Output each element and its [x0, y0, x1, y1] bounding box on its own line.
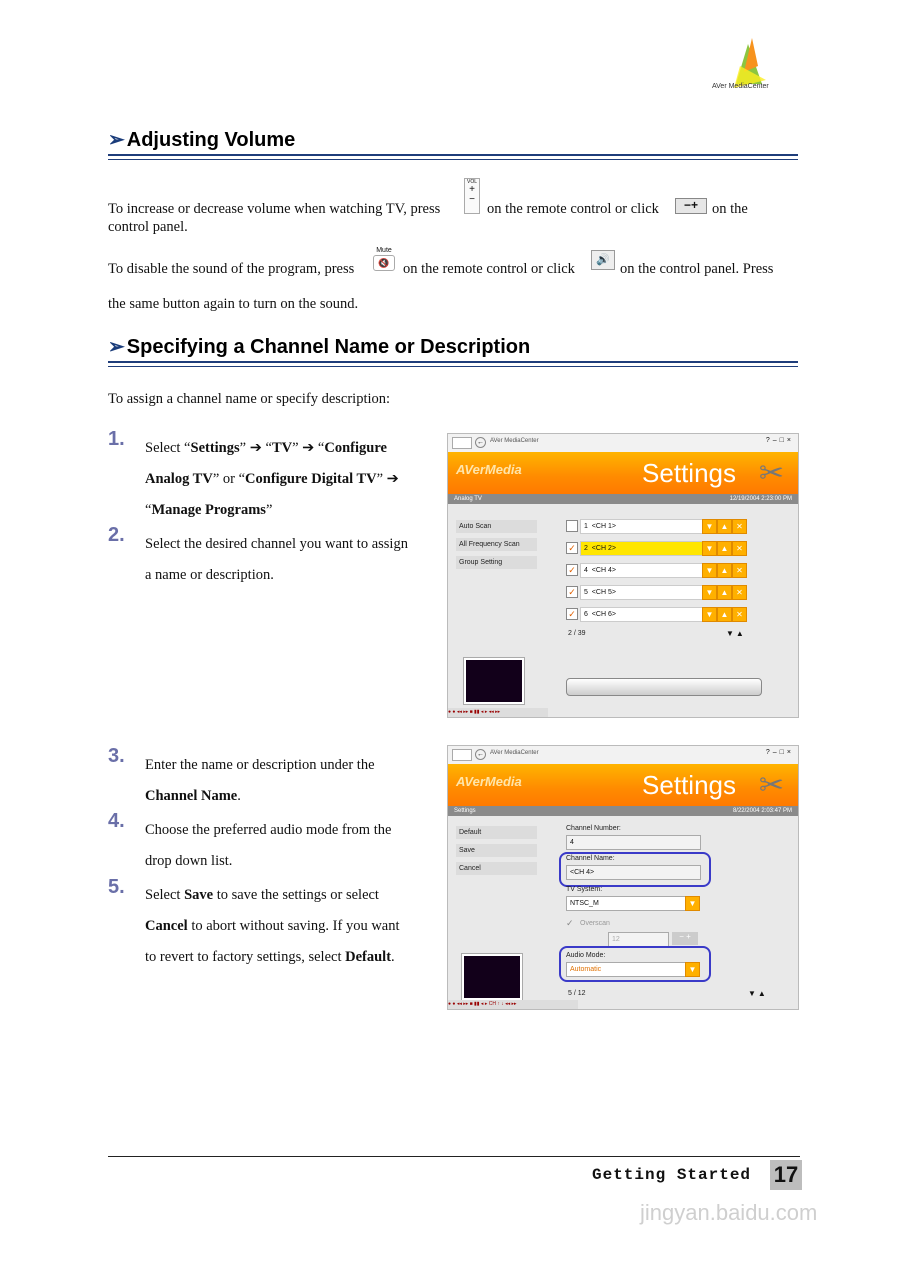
step-4-text: Choose the preferred audio mode from the drop down list. [145, 822, 392, 869]
screen-title: Settings [642, 770, 736, 800]
remote-volume-button: VOL + − [464, 178, 480, 214]
tools-icon: ✂ [758, 769, 784, 802]
paragraph-volume-a: To increase or decrease volume when watching TV, press [108, 201, 441, 217]
up-arrow-icon[interactable]: ▲ [717, 585, 732, 600]
delete-icon[interactable]: ✕ [732, 563, 747, 578]
section-heading-volume: ➢ Adjusting Volume [108, 129, 296, 151]
channel-row[interactable] [566, 585, 746, 598]
up-arrow-icon[interactable]: ▲ [717, 541, 732, 556]
menu-cancel[interactable]: Cancel [456, 862, 537, 875]
down-arrow-icon[interactable]: ▼ [702, 563, 717, 578]
down-arrow-icon[interactable]: ▼ [702, 519, 717, 534]
volume-minus-plus-icon: −+ [675, 198, 707, 214]
channel-checkbox[interactable] [566, 520, 578, 532]
app-logo-icon [452, 437, 472, 449]
channel-name-label: Channel Name: [566, 855, 615, 862]
channel-field[interactable]: 4 <CH 4> [580, 563, 703, 578]
menu-auto-scan[interactable]: Auto Scan [456, 520, 537, 533]
menu-group-setting[interactable]: Group Setting [456, 556, 537, 569]
tv-system-select[interactable]: NTSC_M [566, 896, 687, 911]
video-preview [464, 658, 524, 704]
channel-field-selected[interactable]: 2 <CH 2> [580, 541, 703, 556]
settings-screenshot-analog-tv [447, 433, 799, 718]
menu-default[interactable]: Default [456, 826, 537, 839]
delete-icon[interactable]: ✕ [732, 585, 747, 600]
window-titlebar [448, 746, 798, 765]
up-arrow-icon[interactable]: ▲ [717, 607, 732, 622]
window-title: AVer MediaCenter [490, 438, 539, 444]
down-arrow-icon[interactable]: ▼ [702, 607, 717, 622]
remote-mute-button: Mute 🔇 [371, 247, 397, 275]
delete-icon[interactable]: ✕ [732, 541, 747, 556]
audio-mode-select[interactable]: Automatic [566, 962, 687, 977]
overscan-stepper[interactable]: − + [672, 932, 698, 945]
channel-row[interactable] [566, 519, 746, 532]
channel-name-input[interactable]: <CH 4> [566, 865, 701, 880]
footer-section: Getting Started [592, 1166, 752, 1184]
step-3-text: Enter the name or description under the Channel Name. [145, 757, 375, 804]
tools-icon: ✂ [758, 457, 784, 490]
channel-number-label: Channel Number: [566, 825, 621, 832]
up-arrow-icon[interactable]: ▲ [717, 519, 732, 534]
app-logo-icon [452, 749, 472, 761]
paragraph-mute-a: To disable the sound of the program, press [108, 261, 355, 277]
channel-field[interactable]: 5 <CH 5> [580, 585, 703, 600]
status-bar: Analog TV 12/19/2004 2:23:00 PM [448, 494, 798, 504]
paragraph-mute-b: on the remote control or click [403, 261, 575, 277]
step-1-text: Select “Settings” ➔ “TV” ➔ “Configure Analog TV” or “Configure Digital TV” ➔ “Manage Programs” [145, 440, 399, 518]
arrow-bullet-icon: ➢ [108, 129, 125, 151]
settings-banner [448, 764, 798, 806]
tv-system-label: TV System: [566, 886, 603, 893]
heading-rule-thin [108, 366, 798, 367]
up-arrow-icon[interactable]: ▲ [717, 563, 732, 578]
pager-arrows-icon[interactable]: ▼▲ [726, 629, 746, 638]
channel-checkbox[interactable]: ✓ [566, 564, 578, 576]
settings-screenshot-channel-edit [447, 745, 799, 1010]
step-2-text: Select the desired channel you want to assign a name or description. [145, 536, 408, 583]
menu-save[interactable]: Save [456, 844, 537, 857]
playback-controls[interactable]: ● ● ◂◂ ▸▸ ■ ▮▮ ◂ ▸ CH ↑ ↓ ◂◂ ▸▸ [448, 1000, 578, 1009]
paragraph-volume-d: control panel. [108, 219, 188, 235]
down-arrow-icon[interactable]: ▼ [702, 541, 717, 556]
overscan-input[interactable]: 12 [608, 932, 669, 947]
channel-checkbox[interactable]: ✓ [566, 608, 578, 620]
footer-rule [108, 1156, 800, 1157]
chevron-down-icon[interactable]: ▼ [685, 962, 700, 977]
step-number: 1. [108, 428, 125, 450]
video-preview [462, 954, 522, 1000]
channel-field[interactable]: 6 <CH 6> [580, 607, 703, 622]
channel-number-input[interactable]: 4 [566, 835, 701, 850]
channel-field[interactable]: 1 <CH 1> [580, 519, 703, 534]
brand-text: AVerMedia [456, 774, 522, 789]
screen-title: Settings [642, 458, 736, 488]
logo-text: AVer MediaCenter [712, 83, 769, 90]
status-bar: Settings 8/22/2004 2:03:47 PM [448, 806, 798, 816]
menu-all-frequency-scan[interactable]: All Frequency Scan [456, 538, 537, 551]
mute-icon: 🔇 [373, 255, 395, 271]
window-controls[interactable]: ?–□× [765, 437, 794, 444]
playback-controls[interactable]: ● ● ◂◂ ▸▸ ■ ▮▮ ◂ ▸ ◂◂ ▸▸ [448, 708, 548, 717]
heading-rule [108, 154, 798, 156]
channel-row[interactable] [566, 541, 746, 554]
paragraph-volume-b: on the remote control or click [487, 201, 659, 217]
heading-rule [108, 361, 798, 363]
arrow-bullet-icon: ➢ [108, 336, 125, 358]
channel-checkbox[interactable]: ✓ [566, 542, 578, 554]
back-icon[interactable]: ← [477, 751, 484, 758]
intro-text: To assign a channel name or specify description: [108, 391, 391, 407]
overscan-label: Overscan [580, 920, 610, 927]
overscan-checkbox[interactable]: ✓ [566, 918, 574, 928]
heading-rule-thin [108, 159, 798, 160]
progress-bar [566, 678, 762, 696]
settings-banner [448, 452, 798, 494]
paragraph-mute-c: on the control panel. Press [620, 261, 774, 277]
watermark: jingyan.baidu.com [640, 1200, 818, 1225]
step-number: 5. [108, 876, 125, 898]
back-icon[interactable]: ← [477, 439, 484, 446]
step-number: 3. [108, 745, 125, 767]
paragraph-mute-d: the same button again to turn on the sound. [108, 296, 359, 312]
paragraph-volume-c: on the [712, 201, 748, 217]
brand-text: AVerMedia [456, 462, 522, 477]
step-number: 4. [108, 810, 125, 832]
pager-arrows-icon[interactable]: ▼▲ [748, 989, 768, 998]
channel-row[interactable] [566, 563, 746, 576]
down-arrow-icon[interactable]: ▼ [702, 585, 717, 600]
delete-icon[interactable]: ✕ [732, 607, 747, 622]
page-number: 17 [770, 1160, 802, 1190]
section-heading-channel: ➢ Specifying a Channel Name or Description [108, 336, 531, 358]
step-number: 2. [108, 524, 125, 546]
chevron-down-icon[interactable]: ▼ [685, 896, 700, 911]
audio-mode-label: Audio Mode: [566, 952, 606, 959]
channel-checkbox[interactable]: ✓ [566, 586, 578, 598]
window-title: AVer MediaCenter [490, 750, 539, 756]
channel-row[interactable] [566, 607, 746, 620]
window-controls[interactable]: ?–□× [765, 749, 794, 756]
step-5-text: Select Save to save the settings or select Cancel to abort without saving. If you want to revert to factory settings, select Default. [145, 887, 400, 965]
delete-icon[interactable]: ✕ [732, 519, 747, 534]
pager-text: 2 / 39 [568, 630, 586, 637]
speaker-icon: 🔊 [591, 250, 615, 270]
pager-text: 5 / 12 [568, 990, 586, 997]
window-titlebar [448, 434, 798, 453]
